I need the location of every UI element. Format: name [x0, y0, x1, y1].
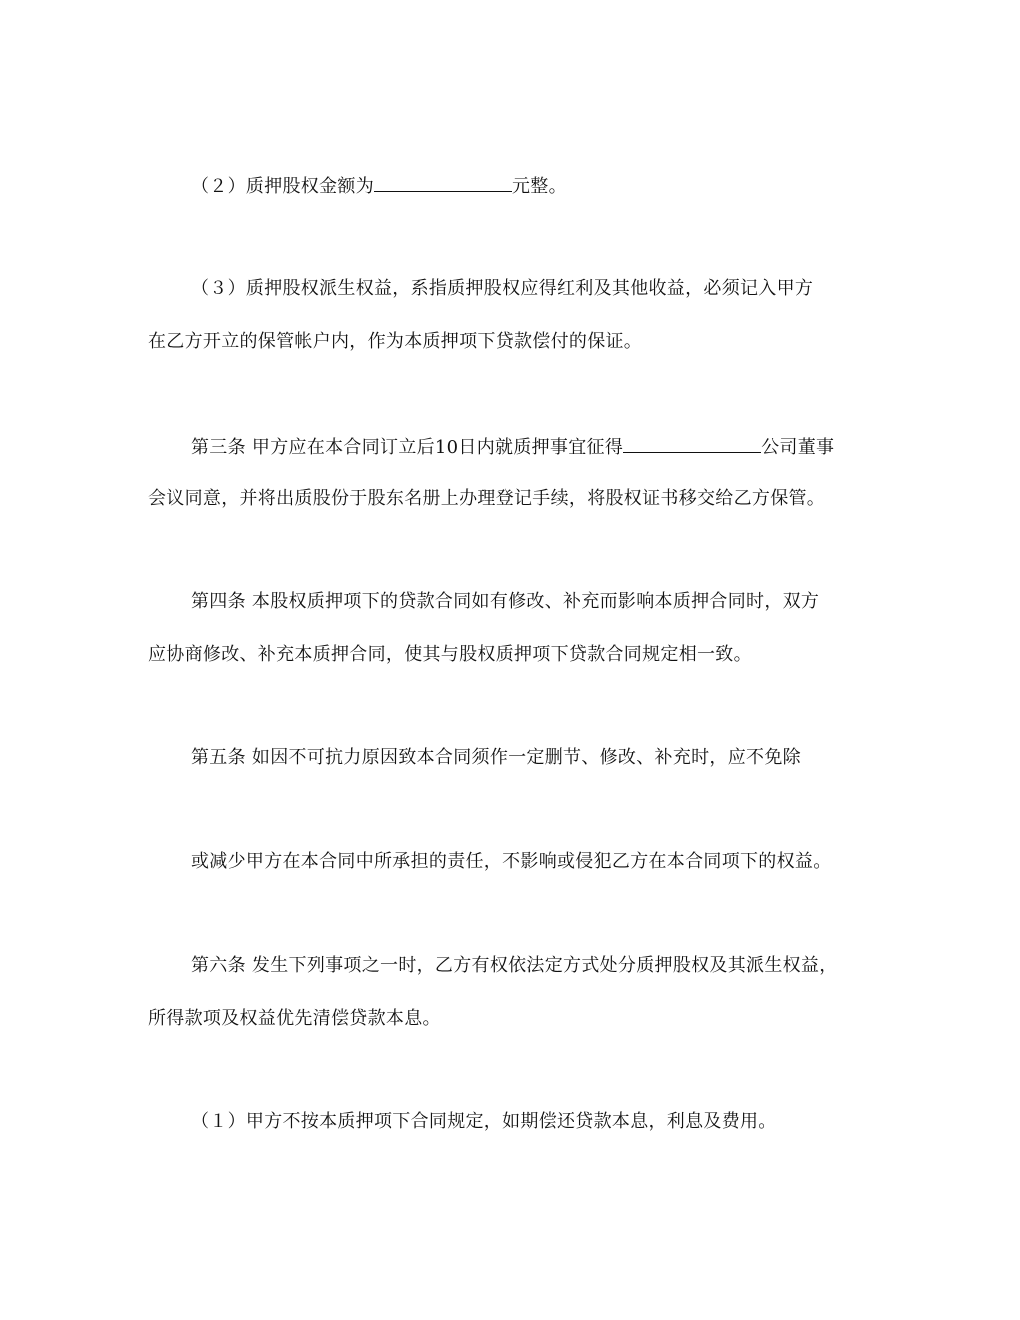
clause-2-item-3-line-2: 在乙方开立的保管帐户内，作为本质押项下贷款偿付的保证。: [148, 331, 643, 352]
article-6-line-1: 第六条 发生下列事项之一时，乙方有权依法定方式处分质押股权及其派生权益，: [191, 955, 838, 976]
article-3-line-1: [191, 434, 834, 460]
article-6-item-1: （１）甲方不按本质押项下合同规定，如期偿还贷款本息，利息及费用。: [191, 1111, 777, 1132]
clause-2-item-2-prefix: （２）质押股权金额为: [191, 176, 374, 197]
clause-2-item-3-line-1: （３）质押股权派生权益，系指质押股权应得红利及其他收益，必须记入甲方: [191, 278, 814, 299]
clause-2-item-2-suffix: 元整。: [512, 176, 567, 197]
article-4-line-2: 应协商修改、补充本质押合同，使其与股权质押项下贷款合同规定相一致。: [148, 644, 752, 665]
company-blank: [623, 434, 761, 453]
article-6-line-2: 所得款项及权益优先清偿贷款本息。: [148, 1008, 441, 1029]
article-3-prefix: 第三条 甲方应在本合同订立后10日内就质押事宜征得: [191, 437, 624, 458]
amount-blank: [374, 173, 512, 192]
article-4-line-1: 第四条 本股权质押项下的贷款合同如有修改、补充而影响本质押合同时，双方: [191, 591, 820, 612]
article-5-line-2: 或减少甲方在本合同中所承担的责任，不影响或侵犯乙方在本合同项下的权益。: [191, 851, 832, 872]
article-3-line-2: 会议同意，并将出质股份于股东名册上办理登记手续，将股权证书移交给乙方保管。: [148, 488, 826, 509]
article-3-suffix: 公司董事: [761, 437, 835, 458]
clause-2-item-2: [191, 173, 567, 199]
article-5-line-1: 第五条 如因不可抗力原因致本合同须作一定删节、修改、补充时，应不免除: [191, 747, 801, 768]
